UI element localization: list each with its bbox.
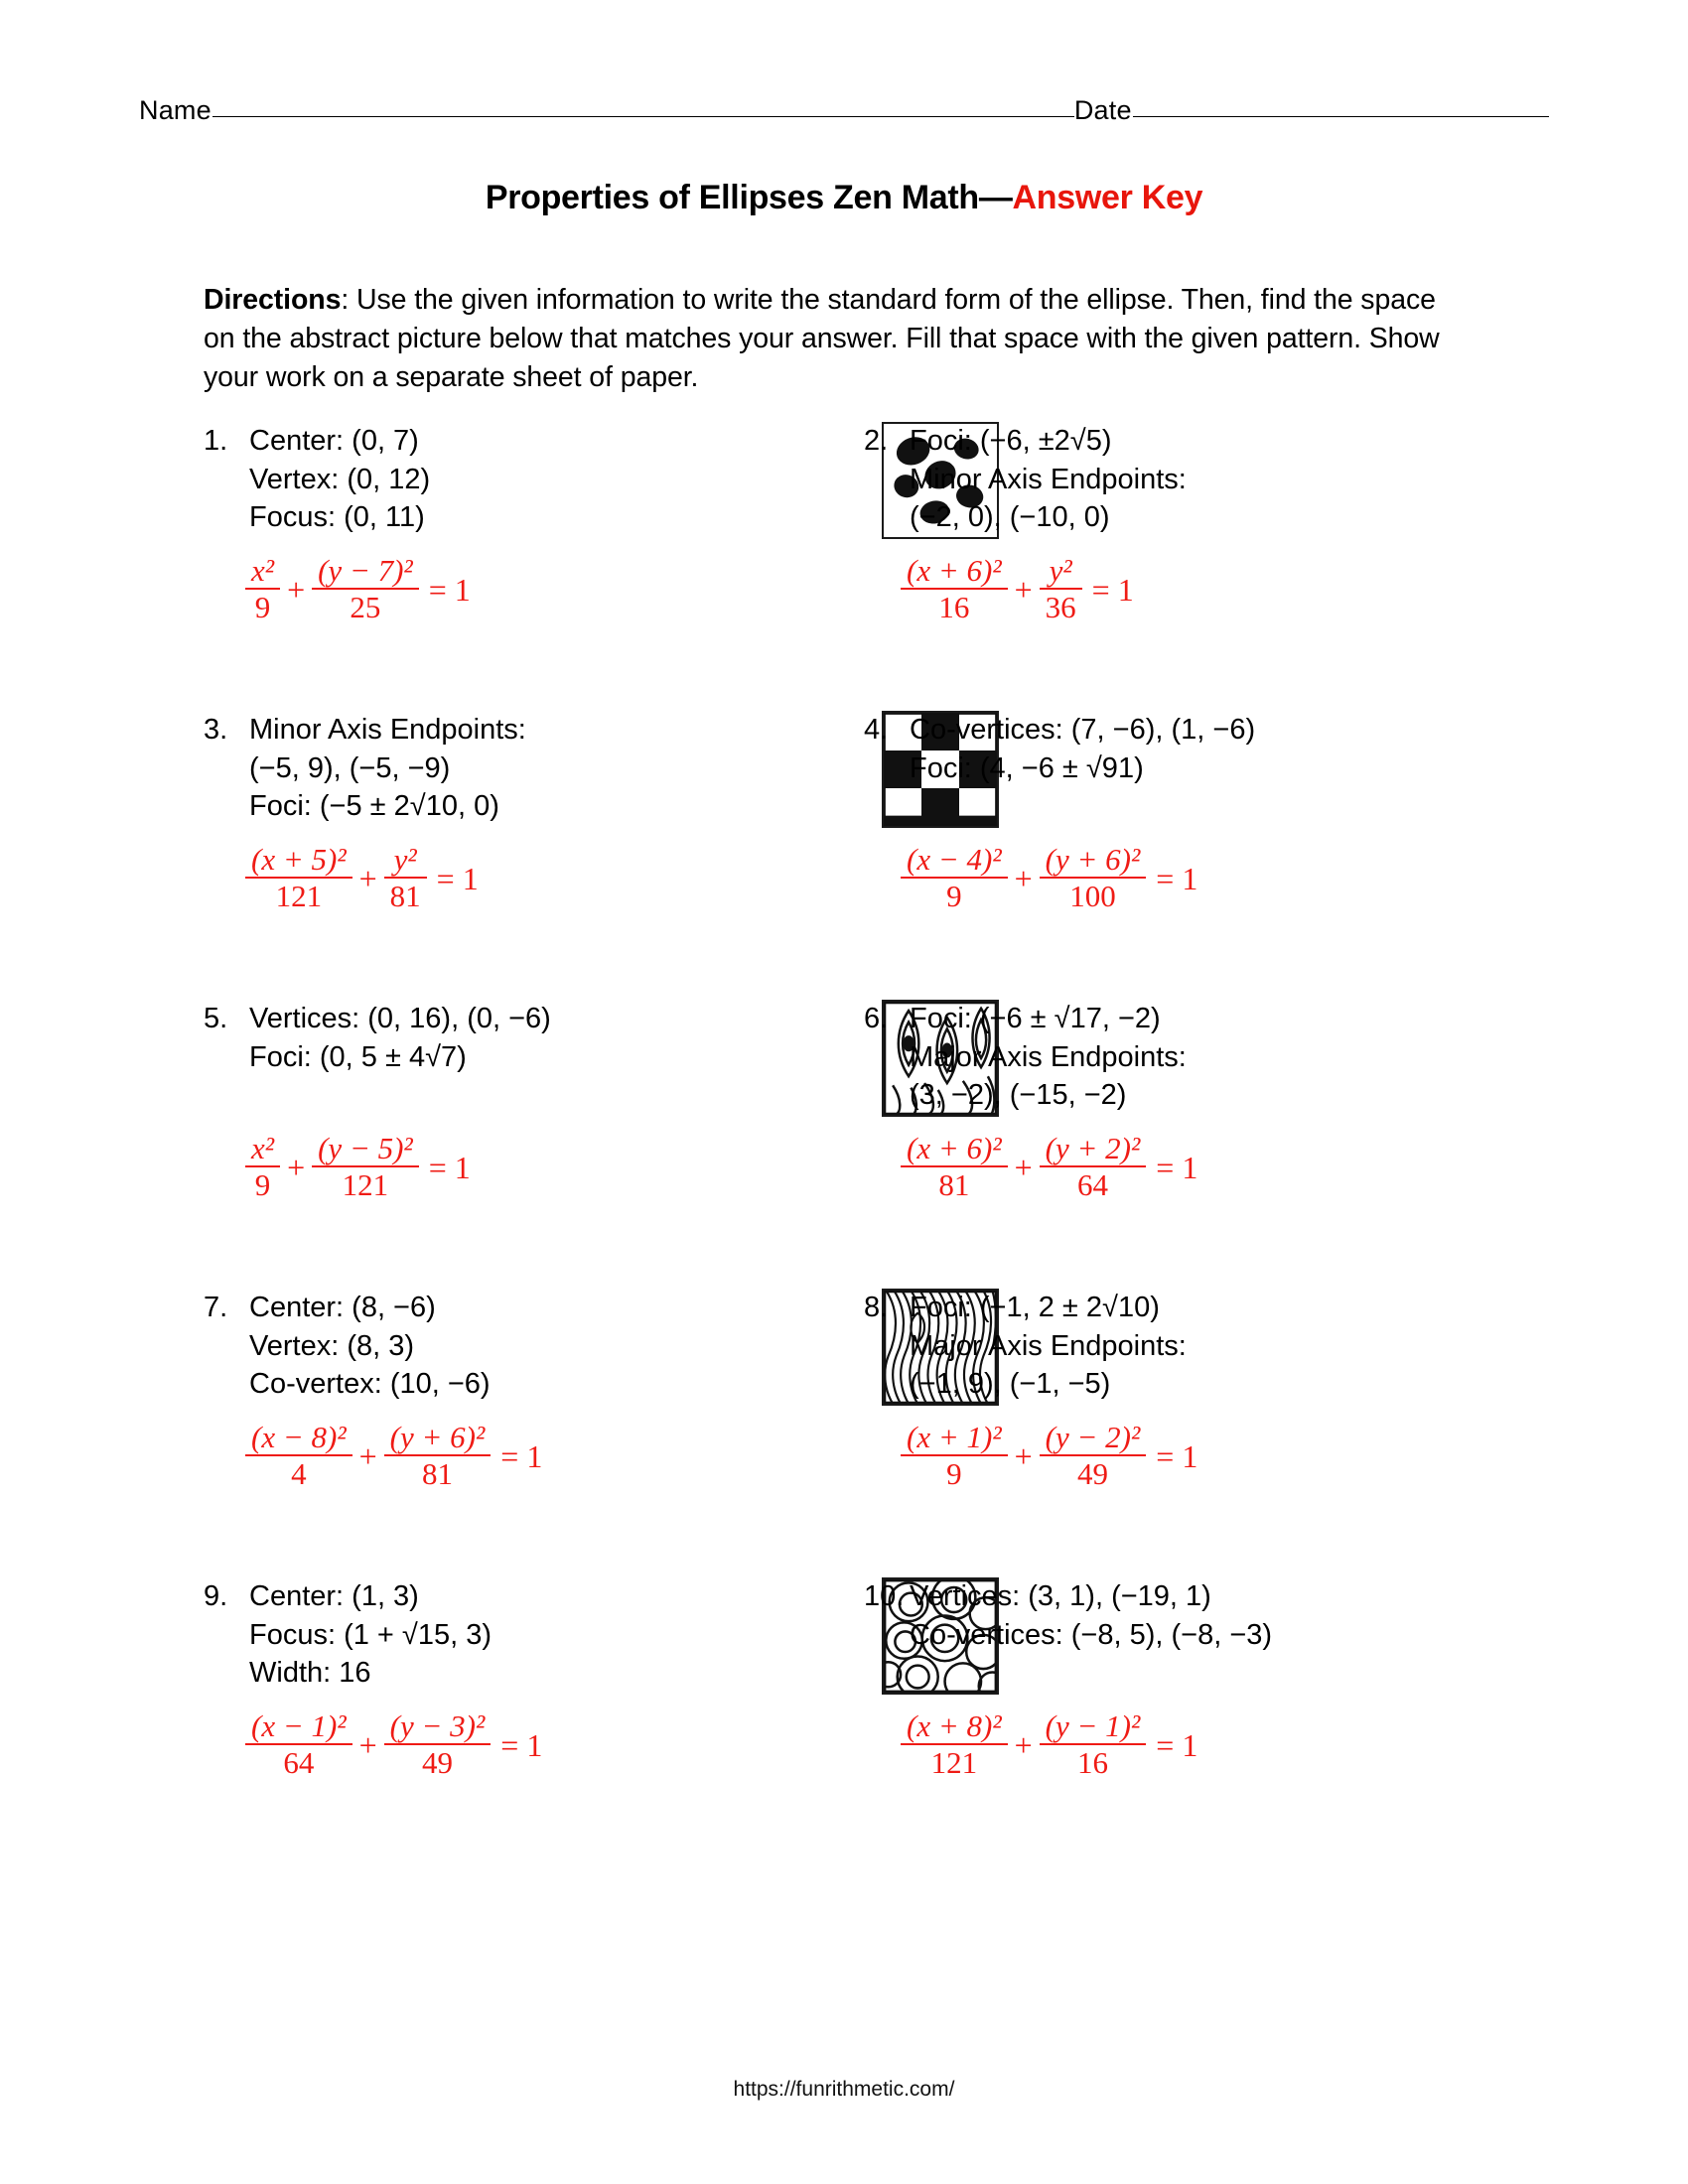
problem-1-denominator-2: 25 [350, 590, 381, 625]
problem-6-given-line-1: Foci: (−6 ± √17, −2) [910, 1003, 1161, 1034]
problem-3-numerator-2: y² [393, 842, 417, 877]
problem-9-fraction-2 [384, 1709, 492, 1781]
problem-10-plus: + [1014, 1726, 1033, 1763]
problem-4-given-line-2: Foci: (4, −6 ± √91) [910, 751, 1144, 784]
problem-9-plus: + [358, 1726, 377, 1763]
problem-1-equals-one: = 1 [428, 571, 471, 608]
problem-2-head [864, 422, 1321, 537]
problem-2-numerator-1: (x + 6)² [907, 553, 1002, 588]
problem-7-number: 7. [204, 1292, 228, 1323]
problem-8-fraction-2 [1040, 1421, 1147, 1492]
problem-8-numerator-2: (y − 2)² [1045, 1420, 1141, 1454]
problem-6-number: 6. [864, 1003, 889, 1034]
problem-9-given [249, 1577, 492, 1693]
problem-5-numerator-2: (y − 5)² [318, 1131, 413, 1165]
problem-10-numerator-1: (x + 8)² [907, 1708, 1002, 1743]
problem-1-given [249, 422, 430, 537]
problem-4-numerator-2: (y + 6)² [1045, 842, 1141, 877]
problem-5-answer [243, 1132, 471, 1203]
problem-10-equals-one: = 1 [1156, 1726, 1198, 1763]
problem-2-number: 2. [864, 425, 889, 457]
problem-3-given-line-2: (−5, 9), (−5, −9) [249, 751, 451, 784]
problem-8-numerator-1: (x + 1)² [907, 1420, 1002, 1454]
problem-2 [864, 422, 1321, 625]
problem-4-answer [899, 843, 1197, 914]
problem-4-number: 4. [864, 714, 889, 746]
problem-10 [864, 1577, 1321, 1781]
problem-9-given-line-3: Width: 16 [249, 1657, 371, 1690]
problem-6-given [910, 1000, 1187, 1115]
problem-1-numerator-2: (y − 7)² [318, 553, 413, 588]
problem-6 [864, 1000, 1321, 1203]
problem-6-denominator-1: 81 [938, 1167, 970, 1203]
problem-10-answer [899, 1709, 1197, 1781]
problem-5-equals-one: = 1 [428, 1149, 471, 1185]
problem-5-number: 5. [204, 1003, 228, 1034]
problem-2-fraction-1 [901, 554, 1008, 625]
problem-8-fraction-1 [901, 1421, 1008, 1492]
problem-3-plus: + [358, 860, 377, 896]
page-title [0, 179, 1688, 217]
problem-8 [864, 1289, 1321, 1492]
problem-9-answer [243, 1709, 542, 1781]
problem-7-denominator-1: 4 [291, 1456, 307, 1492]
problem-9-fraction-1 [245, 1709, 352, 1781]
problem-6-fraction-2 [1040, 1132, 1147, 1203]
problem-2-numerator-2: y² [1049, 553, 1072, 588]
problem-row-4 [0, 1289, 1688, 1577]
problem-7-given [249, 1289, 491, 1404]
problem-1-fraction-2 [312, 554, 419, 625]
problem-2-plus: + [1014, 571, 1033, 608]
problem-2-denominator-2: 36 [1045, 590, 1076, 625]
directions-label: Directions [204, 284, 342, 316]
problem-7 [204, 1289, 670, 1492]
problem-5 [204, 1000, 670, 1203]
problem-3-denominator-1: 121 [275, 879, 323, 914]
problem-6-given-line-2: Major Axis Endpoints: [910, 1040, 1187, 1073]
problem-2-given-line-3: (−2, 0), (−10, 0) [910, 501, 1110, 534]
problem-1 [204, 422, 670, 625]
problem-5-given-line-1: Vertices: (0, 16), (0, −6) [249, 1003, 551, 1034]
problem-1-given-line-1: Center: (0, 7) [249, 425, 419, 457]
problem-3 [204, 711, 670, 914]
problem-6-denominator-2: 64 [1076, 1167, 1108, 1203]
problem-6-numerator-1: (x + 6)² [907, 1131, 1002, 1165]
problem-5-denominator-1: 9 [254, 1167, 271, 1203]
problem-4-plus: + [1014, 860, 1033, 896]
problem-8-head [864, 1289, 1321, 1404]
problem-6-plus: + [1014, 1149, 1033, 1185]
problem-4-fraction-1 [901, 843, 1008, 914]
title-main: Properties of Ellipses Zen Math— [485, 179, 1013, 216]
problem-10-denominator-1: 121 [930, 1745, 978, 1781]
problem-8-given-line-1: Foci: (−1, 2 ± 2√10) [910, 1292, 1160, 1323]
problem-2-given [910, 422, 1187, 537]
problem-4-head [864, 711, 1321, 787]
problem-4-denominator-1: 9 [946, 879, 962, 914]
problem-6-head [864, 1000, 1321, 1115]
problem-7-answer [243, 1421, 542, 1492]
problem-2-fraction-2 [1040, 554, 1082, 625]
problem-5-given-line-2: Foci: (0, 5 ± 4√7) [249, 1040, 467, 1073]
date-label: Date [1073, 95, 1132, 125]
problem-10-denominator-2: 16 [1076, 1745, 1108, 1781]
problem-3-number: 3. [204, 714, 228, 746]
problem-3-equals-one: = 1 [436, 860, 479, 896]
problem-1-fraction-1 [245, 554, 280, 625]
problem-4-denominator-2: 100 [1069, 879, 1116, 914]
problem-4-fraction-2 [1040, 843, 1147, 914]
problem-5-denominator-2: 121 [342, 1167, 389, 1203]
problem-10-fraction-2 [1040, 1709, 1147, 1781]
problem-2-denominator-1: 16 [938, 590, 970, 625]
problem-1-denominator-1: 9 [254, 590, 271, 625]
problem-3-denominator-2: 81 [389, 879, 421, 914]
problem-8-number: 8. [864, 1292, 889, 1323]
problem-9-denominator-2: 49 [421, 1745, 453, 1781]
name-blank-line[interactable] [212, 115, 1074, 117]
problem-9-given-line-1: Center: (1, 3) [249, 1580, 419, 1612]
problem-10-numerator-2: (y − 1)² [1045, 1708, 1141, 1743]
problem-row-1 [0, 422, 1688, 711]
problem-8-denominator-1: 9 [946, 1456, 962, 1492]
problem-10-given-line-2: Co-vertices: (−8, 5), (−8, −3) [910, 1618, 1273, 1651]
problem-9-number: 9. [204, 1580, 228, 1612]
problem-1-head [204, 422, 670, 537]
problem-7-head [204, 1289, 670, 1404]
problem-5-fraction-1 [245, 1132, 280, 1203]
problem-row-5 [0, 1577, 1688, 1866]
problem-8-answer [899, 1421, 1197, 1492]
problem-3-given-line-3: Foci: (−5 ± 2√10, 0) [249, 790, 499, 823]
problem-6-fraction-1 [901, 1132, 1008, 1203]
problem-10-given [910, 1577, 1272, 1654]
problem-10-number: 10. [864, 1580, 905, 1612]
problem-8-denominator-2: 49 [1076, 1456, 1108, 1492]
problem-1-numerator-1: x² [251, 553, 275, 588]
problem-7-fraction-2 [384, 1421, 492, 1492]
problem-7-fraction-1 [245, 1421, 352, 1492]
problem-2-equals-one: = 1 [1091, 571, 1134, 608]
problem-4-given [910, 711, 1255, 787]
problem-8-given-line-3: (−1, 9), (−1, −5) [910, 1368, 1111, 1401]
problem-10-head [864, 1577, 1321, 1654]
problem-5-plus: + [287, 1149, 306, 1185]
problem-9-numerator-2: (y − 3)² [389, 1708, 486, 1743]
problem-5-numerator-1: x² [251, 1131, 275, 1165]
problem-1-answer [243, 554, 471, 625]
problem-3-numerator-1: (x + 5)² [251, 842, 347, 877]
problem-3-given [249, 711, 526, 826]
problem-9 [204, 1577, 670, 1781]
problem-2-given-line-1: Foci: (−6, ±2√5) [910, 425, 1112, 457]
problem-3-fraction-2 [384, 843, 427, 914]
problem-7-equals-one: = 1 [500, 1437, 543, 1474]
problem-4-equals-one: = 1 [1156, 860, 1198, 896]
problem-5-fraction-2 [312, 1132, 419, 1203]
problem-6-equals-one: = 1 [1156, 1149, 1198, 1185]
problem-1-given-line-2: Vertex: (0, 12) [249, 463, 431, 495]
name-label: Name [139, 95, 211, 125]
title-answer-key: Answer Key [1012, 179, 1203, 216]
directions-text: : Use the given information to write the standard form of the ellipse. Then, find the space on the abstract picture below that matches your answer. Fill that space with the given pattern. Show your work on a separate sheet of paper. [204, 284, 1440, 394]
problem-1-given-line-3: Focus: (0, 11) [249, 501, 425, 534]
problem-5-given [249, 1000, 551, 1076]
problem-6-answer [899, 1132, 1197, 1203]
problem-4-numerator-1: (x − 4)² [907, 842, 1002, 877]
problem-2-answer [899, 554, 1134, 625]
problem-row-3 [0, 1000, 1688, 1289]
name-date-header [139, 95, 1549, 126]
problem-1-plus: + [287, 571, 306, 608]
problem-3-fraction-1 [245, 843, 352, 914]
problem-7-denominator-2: 81 [421, 1456, 453, 1492]
problem-9-given-line-2: Focus: (1 + √15, 3) [249, 1618, 492, 1651]
footer-url[interactable]: https://funrithmetic.com/ [733, 2078, 955, 2101]
problem-7-numerator-2: (y + 6)² [389, 1420, 486, 1454]
date-blank-line[interactable] [1133, 115, 1549, 117]
problem-8-given-line-2: Major Axis Endpoints: [910, 1329, 1187, 1362]
problem-3-answer [243, 843, 479, 914]
problem-7-plus: + [358, 1437, 377, 1474]
problem-7-given-line-2: Vertex: (8, 3) [249, 1329, 415, 1362]
problem-6-given-line-3: (3, −2), (−15, −2) [910, 1079, 1127, 1112]
problem-2-given-line-2: Minor Axis Endpoints: [910, 463, 1187, 495]
problem-7-numerator-1: (x − 8)² [251, 1420, 347, 1454]
problem-9-numerator-1: (x − 1)² [251, 1708, 347, 1743]
problem-6-numerator-2: (y + 2)² [1045, 1131, 1141, 1165]
problem-9-denominator-1: 64 [283, 1745, 315, 1781]
problem-9-equals-one: = 1 [500, 1726, 543, 1763]
problem-3-given-line-1: Minor Axis Endpoints: [249, 714, 526, 746]
problem-1-number: 1. [204, 425, 228, 457]
problem-8-equals-one: = 1 [1156, 1437, 1198, 1474]
problem-8-given [910, 1289, 1187, 1404]
problem-9-head [204, 1577, 670, 1693]
problem-5-head [204, 1000, 670, 1076]
problem-4-given-line-1: Co-vertices: (7, −6), (1, −6) [910, 714, 1256, 746]
problem-7-given-line-1: Center: (8, −6) [249, 1292, 436, 1323]
problem-4 [864, 711, 1321, 914]
directions-paragraph [204, 281, 1460, 397]
problem-7-given-line-3: Co-vertex: (10, −6) [249, 1368, 491, 1401]
problem-10-given-line-1: Vertices: (3, 1), (−19, 1) [910, 1580, 1211, 1612]
problem-10-fraction-1 [901, 1709, 1008, 1781]
problem-grid [0, 422, 1688, 1866]
problem-3-head [204, 711, 670, 826]
problem-8-plus: + [1014, 1437, 1033, 1474]
problem-row-2 [0, 711, 1688, 1000]
